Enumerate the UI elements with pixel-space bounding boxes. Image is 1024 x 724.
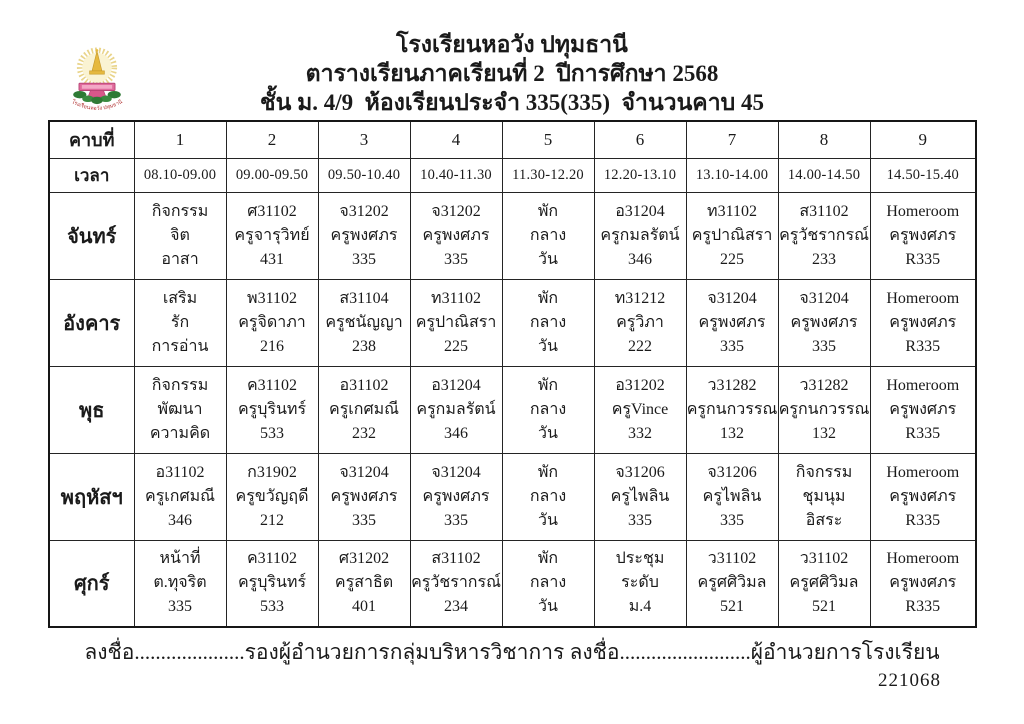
timetable-cell	[134, 453, 226, 540]
schedule-title: ตารางเรียนภาคเรียนที่ 2 ปีการศึกษา 2568	[305, 61, 719, 86]
timetable-cell-line: 521	[812, 598, 836, 616]
timetable-cell-line: 234	[444, 598, 468, 616]
timetable-cell-line: จิต	[170, 226, 190, 244]
period-header-row	[49, 121, 976, 158]
time-range: 08.10-09.00	[134, 158, 226, 192]
timetable-cell-line: ครูจิดาภา	[238, 313, 306, 331]
timetable-cell-line: พัก	[537, 376, 559, 394]
timetable-cell	[502, 453, 594, 540]
timetable-cell-line: ครูVince	[611, 400, 669, 418]
timetable-cell	[594, 192, 686, 279]
timetable-cell	[594, 366, 686, 453]
timetable-cell-line: ค31102	[246, 376, 298, 394]
timetable-cell-line: ส31102	[431, 550, 481, 568]
timetable-cell-line: ความคิด	[149, 424, 211, 442]
day-label: อังคาร	[49, 279, 134, 366]
timetable-cell	[134, 279, 226, 366]
document-header	[0, 30, 1024, 117]
timetable-cell-line: อ31102	[339, 376, 389, 394]
period-number: 7	[686, 121, 778, 158]
timetable-cell-line: 132	[812, 424, 836, 442]
timetable-cell-line: R335	[905, 250, 941, 268]
timetable-cell-line: การอ่าน	[151, 337, 209, 355]
timetable-cell-line: ว31102	[707, 550, 757, 568]
timetable-cell-line: 335	[812, 337, 836, 355]
timetable-cell-line: จ31204	[431, 463, 481, 481]
school-name: โรงเรียนหอวัง ปทุมธานี	[396, 32, 628, 57]
timetable-cell-line: อ31204	[431, 376, 481, 394]
day-label: พฤหัสฯ	[49, 453, 134, 540]
timetable-cell-line: รัก	[170, 313, 190, 331]
timetable-cell-line: กิจกรรม	[151, 376, 209, 394]
timetable-cell-line: กลาง	[529, 226, 567, 244]
timetable-cell-line: 335	[628, 511, 652, 529]
timetable-cell-line: กลาง	[529, 313, 567, 331]
timetable-cell	[686, 279, 778, 366]
day-row	[49, 192, 976, 279]
day-row	[49, 279, 976, 366]
timetable-cell	[778, 540, 870, 627]
timetable-cell-line: พัก	[537, 289, 559, 307]
timetable-cell-line: ครูขวัญฤดี	[235, 487, 309, 505]
day-row	[49, 453, 976, 540]
timetable-cell-line: พัก	[537, 202, 559, 220]
timetable-cell-line: ครูศศิวิมล	[697, 574, 767, 592]
timetable-cell-line: ค31102	[246, 550, 298, 568]
timetable-cell-line: Homeroom	[886, 376, 960, 394]
day-label: พุธ	[49, 366, 134, 453]
timetable-cell-line: ส31104	[339, 289, 389, 307]
timetable-cell-line: Homeroom	[886, 289, 960, 307]
timetable-cell-line: อ31202	[615, 376, 665, 394]
timetable-cell-line: ศ31202	[338, 550, 390, 568]
timetable-cell-line: ครูกมลรัตน์	[416, 400, 496, 418]
timetable-cell-line: ครูกมลรัตน์	[600, 226, 680, 244]
time-range: 10.40-11.30	[410, 158, 502, 192]
time-range: 09.00-09.50	[226, 158, 318, 192]
timetable-cell-line: Homeroom	[886, 550, 960, 568]
timetable-cell	[870, 366, 976, 453]
timetable-cell	[686, 192, 778, 279]
timetable-cell-line: ครูพงศภร	[889, 487, 957, 505]
timetable-cell	[318, 540, 410, 627]
signature-line: ลงชื่อ.....................รองผู้อำนวยการกลุ่มบริหารวิชาการ ลงชื่อ.........................ผู้อำนวยการโรงเรียน	[84, 640, 940, 664]
timetable-cell-line: ครูบุรินทร์	[237, 400, 307, 418]
timetable-cell-line: จ31206	[615, 463, 665, 481]
timetable-cell-line: ครูปาณิสรา	[691, 226, 773, 244]
timetable-cell-line: 335	[444, 511, 468, 529]
timetable-cell-line: ครูจารุวิทย์	[234, 226, 310, 244]
timetable-cell-line: ครูสาธิต	[334, 574, 394, 592]
timetable-cell-line: 335	[352, 511, 376, 529]
timetable-cell-line: วัน	[538, 337, 558, 355]
schedule-body	[49, 192, 976, 627]
timetable	[48, 120, 977, 628]
timetable-cell-line: ครูพงศภร	[422, 226, 490, 244]
timetable-cell-line: 533	[260, 598, 284, 616]
timetable-cell-line: จ31206	[707, 463, 757, 481]
timetable-cell	[686, 366, 778, 453]
timetable-cell-line: พัก	[537, 463, 559, 481]
timetable-cell	[226, 453, 318, 540]
timetable-cell	[226, 279, 318, 366]
period-number: 5	[502, 121, 594, 158]
timetable-cell-line: หน้าที่	[159, 550, 201, 568]
timetable-cell	[318, 192, 410, 279]
timetable-cell-line: ครูบุรินทร์	[237, 574, 307, 592]
timetable-cell-line: จ31202	[339, 202, 389, 220]
time-range: 12.20-13.10	[594, 158, 686, 192]
timetable-cell-line: วัน	[538, 511, 558, 529]
timetable-cell-line: 346	[444, 424, 468, 442]
period-number: 4	[410, 121, 502, 158]
timetable-cell	[594, 453, 686, 540]
timetable-cell	[594, 279, 686, 366]
timetable-cell-line: ครูพงศภร	[790, 313, 858, 331]
document-number: 221068	[878, 670, 941, 691]
timetable-cell-line: 332	[628, 424, 652, 442]
timetable-cell-line: ครูกนกวรรณ	[686, 400, 778, 418]
timetable-cell-line: 222	[628, 337, 652, 355]
timetable-cell	[134, 366, 226, 453]
timetable-cell-line: ต.ทุจริต	[153, 574, 207, 592]
period-number: 1	[134, 121, 226, 158]
time-range: 13.10-14.00	[686, 158, 778, 192]
timetable-cell-line: กลาง	[529, 400, 567, 418]
timetable-cell	[870, 453, 976, 540]
logo-arc-text: โรงเรียนหอวัง ปทุมธานี	[70, 99, 124, 112]
timetable-cell-line: ครูวัชรากรณ์	[411, 574, 501, 592]
time-corner-label: เวลา	[49, 158, 134, 192]
timetable-cell-line: ครูวิภา	[616, 313, 664, 331]
timetable-cell-line: ครูพงศภร	[889, 313, 957, 331]
timetable-cell-line: จ31202	[431, 202, 481, 220]
timetable-cell-line: ว31282	[707, 376, 757, 394]
timetable-cell-line: กลาง	[529, 487, 567, 505]
timetable-cell-line: ครูกนกวรรณ	[778, 400, 870, 418]
timetable-cell	[778, 279, 870, 366]
timetable-cell-line: ท31102	[431, 289, 481, 307]
timetable-cell-line: อ31204	[615, 202, 665, 220]
timetable-cell-line: ม.4	[628, 598, 652, 616]
timetable-cell-line: จ31204	[707, 289, 757, 307]
timetable-cell-line: ว31102	[799, 550, 849, 568]
timetable-cell-line: 335	[444, 250, 468, 268]
timetable-cell-line: 132	[720, 424, 744, 442]
timetable-cell-line: ก31902	[247, 463, 297, 481]
timetable-cell	[502, 540, 594, 627]
timetable-cell-line: ระดับ	[621, 574, 659, 592]
timetable-cell-line: Homeroom	[886, 463, 960, 481]
period-number: 2	[226, 121, 318, 158]
timetable-cell	[410, 192, 502, 279]
timetable-cell-line: ครูพงศภร	[330, 487, 398, 505]
period-number: 3	[318, 121, 410, 158]
timetable-cell-line: ครูพงศภร	[422, 487, 490, 505]
timetable-cell-line: 225	[720, 250, 744, 268]
timetable-cell	[502, 192, 594, 279]
timetable-cell-line: อ31102	[155, 463, 205, 481]
timetable-cell-line: 212	[260, 511, 284, 529]
timetable-cell-line: 335	[168, 598, 192, 616]
timetable-cell-line: 216	[260, 337, 284, 355]
timetable-cell-line: R335	[905, 511, 941, 529]
timetable-cell-line: ครูพงศภร	[330, 226, 398, 244]
timetable-cell	[410, 279, 502, 366]
timetable-cell	[870, 192, 976, 279]
timetable-cell	[410, 453, 502, 540]
timetable-cell	[686, 540, 778, 627]
timetable-cell-line: ครูเกศมณี	[329, 400, 399, 418]
timetable-cell	[318, 453, 410, 540]
timetable-cell-line: 401	[352, 598, 376, 616]
timetable-cell-line: อิสระ	[805, 511, 843, 529]
timetable-cell-line: ส31102	[799, 202, 849, 220]
timetable-cell-line: วัน	[538, 598, 558, 616]
time-range: 11.30-12.20	[502, 158, 594, 192]
timetable-cell-line: ครูพงศภร	[698, 313, 766, 331]
period-number: 6	[594, 121, 686, 158]
time-range: 14.50-15.40	[870, 158, 976, 192]
timetable-cell-line: จ31204	[799, 289, 849, 307]
timetable-cell-line: ครูพงศภร	[889, 574, 957, 592]
timetable-cell-line: ครูไพลิน	[702, 487, 762, 505]
timetable-cell-line: 431	[260, 250, 284, 268]
timetable-cell	[226, 192, 318, 279]
timetable-cell	[778, 453, 870, 540]
period-number: 9	[870, 121, 976, 158]
timetable-cell-line: 233	[812, 250, 836, 268]
timetable-cell-line: R335	[905, 424, 941, 442]
timetable-cell-line: 238	[352, 337, 376, 355]
timetable-cell	[226, 540, 318, 627]
timetable-cell	[778, 366, 870, 453]
timetable-cell-line: Homeroom	[886, 202, 960, 220]
timetable-cell-line: R335	[905, 337, 941, 355]
timetable-cell-line: 533	[260, 424, 284, 442]
timetable-cell	[778, 192, 870, 279]
timetable-cell-line: 346	[628, 250, 652, 268]
timetable-cell-line: 335	[352, 250, 376, 268]
timetable-cell-line: 225	[444, 337, 468, 355]
timetable-cell-line: ครูพงศภร	[889, 226, 957, 244]
day-row	[49, 366, 976, 453]
timetable-cell	[870, 540, 976, 627]
timetable-cell-line: ชุมนุม	[802, 487, 846, 505]
timetable-cell-line: R335	[905, 598, 941, 616]
timetable-cell-line: พัฒนา	[157, 400, 203, 418]
timetable-cell-line: 346	[168, 511, 192, 529]
timetable-cell-line: 335	[720, 337, 744, 355]
timetable-cell-line: วัน	[538, 424, 558, 442]
timetable-cell-line: วัน	[538, 250, 558, 268]
timetable-cell	[594, 540, 686, 627]
timetable-cell	[870, 279, 976, 366]
timetable-cell-line: เสริม	[162, 289, 198, 307]
timetable-cell-line: พัก	[537, 550, 559, 568]
timetable-cell-line: อาสา	[161, 250, 199, 268]
timetable-cell	[226, 366, 318, 453]
timetable-cell	[410, 366, 502, 453]
timetable-cell-line: ครูพงศภร	[889, 400, 957, 418]
timetable-cell	[318, 279, 410, 366]
timetable-cell-line: ครูวัชรากรณ์	[779, 226, 869, 244]
timetable-cell	[686, 453, 778, 540]
timetable-cell-line: 232	[352, 424, 376, 442]
timetable-cell-line: 335	[720, 511, 744, 529]
timetable-cell	[410, 540, 502, 627]
timetable-cell-line: ครูไพลิน	[610, 487, 670, 505]
class-info: ชั้น ม. 4/9 ห้องเรียนประจำ 335(335) จำนวนคาบ 45	[260, 90, 764, 115]
timetable-cell-line: พ31102	[247, 289, 297, 307]
day-row	[49, 540, 976, 627]
timetable-cell-line: กิจกรรม	[151, 202, 209, 220]
timetable-cell	[134, 192, 226, 279]
timetable-cell	[134, 540, 226, 627]
timetable-cell-line: กิจกรรม	[795, 463, 853, 481]
timetable-cell-line: จ31204	[339, 463, 389, 481]
time-range: 09.50-10.40	[318, 158, 410, 192]
timetable-cell-line: ครูเกศมณี	[145, 487, 215, 505]
timetable-cell-line: กลาง	[529, 574, 567, 592]
time-row	[49, 158, 976, 192]
period-corner-label: คาบที่	[49, 121, 134, 158]
timetable-cell	[502, 279, 594, 366]
day-label: ศุกร์	[49, 540, 134, 627]
timetable-cell-line: ครูศศิวิมล	[789, 574, 859, 592]
day-label: จันทร์	[49, 192, 134, 279]
timetable-cell	[318, 366, 410, 453]
period-number: 8	[778, 121, 870, 158]
timetable-cell-line: ครูชนัญญา	[325, 313, 403, 331]
timetable-cell-line: ประชุม	[615, 550, 665, 568]
timetable-cell-line: 521	[720, 598, 744, 616]
timetable-cell-line: ครูปาณิสรา	[415, 313, 497, 331]
timetable-cell-line: ท31102	[707, 202, 757, 220]
timetable-cell	[502, 366, 594, 453]
timetable-cell-line: ว31282	[799, 376, 849, 394]
timetable-cell-line: ท31212	[614, 289, 666, 307]
timetable-cell-line: ศ31102	[247, 202, 297, 220]
time-range: 14.00-14.50	[778, 158, 870, 192]
